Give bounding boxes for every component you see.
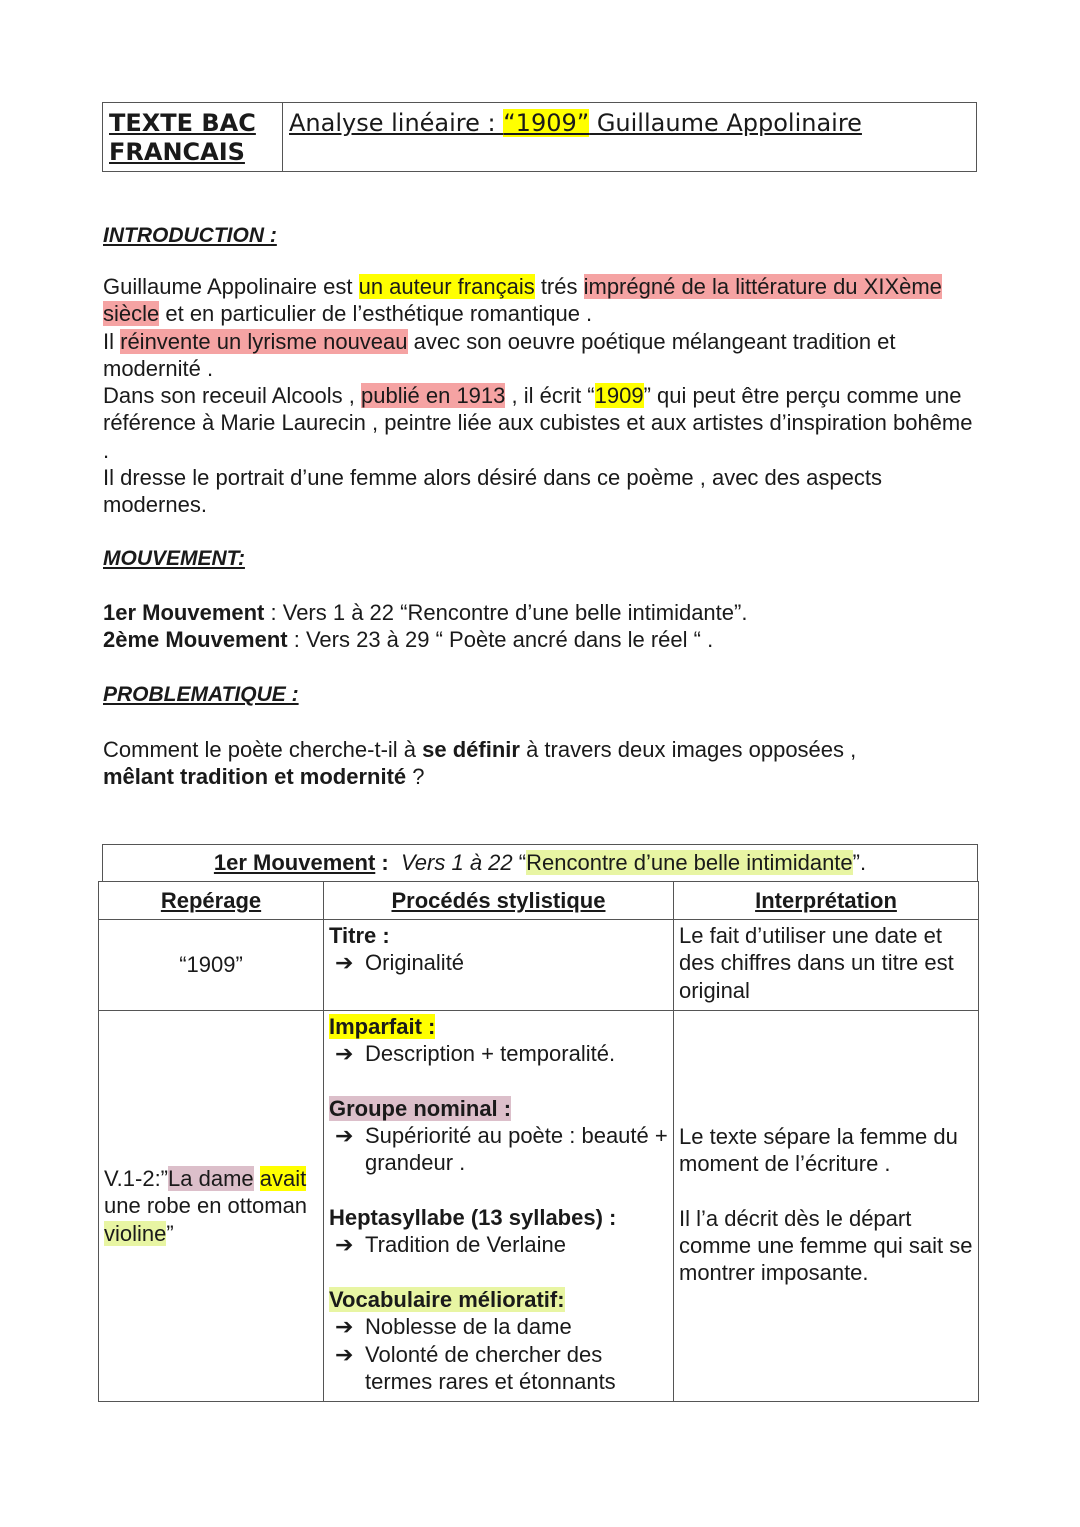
arrow-right-icon: ➔ [335, 1041, 354, 1067]
mouvement-text: : Vers 23 à 29 “ Poète ancré dans le réel “ . [287, 627, 714, 653]
mouvement-text: : Vers 1 à 22 “Rencontre d’une belle intimidante”. [264, 600, 748, 625]
column-header: Repérage [99, 882, 324, 920]
highlight: La dame [168, 1166, 254, 1192]
item-text: Originalité [365, 950, 465, 976]
mouvement-list [103, 599, 983, 654]
arrow-right-icon: ➔ [335, 950, 354, 976]
list-item [329, 1122, 668, 1177]
header-table [102, 102, 977, 172]
table-title-label: 1er Mouvement [213, 850, 376, 875]
quote: “ [512, 850, 527, 875]
reperage-cell: “1909” [99, 920, 324, 1011]
mouvement-label: 2ème Mouvement [103, 627, 288, 653]
column-header: Procédés stylistique [324, 882, 674, 920]
table-title [102, 844, 978, 882]
problematique-heading: PROBLEMATIQUE : [103, 683, 299, 706]
procedes-cell [324, 920, 674, 1011]
header-left-line: TEXTE BAC [109, 109, 256, 137]
item-text: Noblesse de la dame [365, 1314, 572, 1340]
highlight: réinvente un lyrisme nouveau [120, 328, 408, 354]
column-header: Interprétation [674, 882, 979, 920]
title-prefix: Analyse linéaire : [289, 109, 504, 137]
highlight: publié en 1913 [361, 383, 506, 409]
list-item [329, 1313, 668, 1340]
text: à travers deux images opposées , [519, 737, 857, 762]
document-title [283, 103, 868, 171]
analysis-table [98, 881, 979, 1402]
text: trés [534, 274, 584, 299]
arrow-right-icon: ➔ [335, 1341, 354, 1367]
bold-text: mêlant tradition et modernité [103, 764, 407, 790]
quote: ”. [852, 850, 867, 875]
text: ” qui peut être perçu comme une référence à Marie Laurecin , peintre liée aux cubistes et aux artistes d’inspiration bohême . [103, 383, 973, 463]
bold-text: se définir [422, 737, 520, 762]
text: ? [406, 764, 425, 790]
title-suffix: Guillaume Appolinaire [589, 109, 862, 137]
arrow-right-icon: ➔ [335, 1232, 354, 1258]
text: Comment le poète cherche-t-il à [103, 737, 423, 762]
table-row [99, 920, 979, 1011]
highlight: un auteur français [358, 274, 535, 299]
procede-title: Imparfait : [329, 1014, 436, 1039]
interpretation-cell: Le fait d’utiliser une date et des chiffres dans un titre est original [674, 920, 979, 1011]
text: avec son oeuvre poétique mélangeant tradition et modernité . [103, 328, 896, 381]
title-quote: “1909” [503, 109, 590, 137]
list-item [329, 1341, 668, 1396]
highlight: 1909 [594, 383, 644, 409]
highlight: avait [259, 1166, 307, 1192]
item-text: Tradition de Verlaine [365, 1232, 566, 1258]
procedes-cell [324, 1011, 674, 1402]
procede-title: Heptasyllabe (13 syllabes) : [329, 1205, 617, 1231]
colon: : [375, 850, 401, 875]
text: et en particulier de l’esthétique romantique . [159, 301, 593, 327]
text: Il dresse le portrait d’une femme alors désiré dans ce poème , avec des aspects modernes. [103, 465, 882, 518]
problematique-text [103, 736, 923, 791]
highlight: imprégné de la littérature du XIXème siècle [103, 274, 942, 327]
highlight: Rencontre d’une belle intimidante [526, 850, 853, 875]
list-item [329, 1040, 668, 1067]
interpretation-cell [674, 1011, 979, 1402]
item-text: Volonté de chercher des termes rares et étonnants [365, 1341, 616, 1394]
arrow-right-icon: ➔ [335, 1123, 354, 1149]
text: ” [166, 1220, 174, 1246]
header-left-line: FRANCAIS [109, 138, 245, 166]
text: , il écrit “ [505, 383, 595, 409]
mouvement-label: 1er Mouvement [103, 600, 265, 625]
intro-text [103, 273, 983, 519]
text: Dans son receuil Alcools , [103, 383, 362, 409]
intro-heading: INTRODUCTION : [103, 224, 277, 247]
list-item [329, 1231, 668, 1258]
table-header-row [99, 882, 979, 920]
item-text: Supériorité au poète : beauté + grandeur . [365, 1123, 668, 1176]
mouvement-heading: MOUVEMENT: [103, 547, 245, 570]
interpretation-text: Il l’a décrit dès le départ comme une femme qui sait se montrer imposante. [679, 1205, 973, 1286]
reperage-cell [99, 1011, 324, 1402]
list-item [329, 949, 668, 976]
text [254, 1166, 260, 1191]
arrow-right-icon: ➔ [335, 1314, 354, 1340]
procede-title: Groupe nominal : [329, 1095, 512, 1121]
item-text: Description + temporalité. [365, 1041, 616, 1067]
interpretation-text: Le texte sépare la femme du moment de l’écriture . [679, 1124, 958, 1177]
text: une robe en ottoman [104, 1193, 308, 1219]
vers-range: Vers 1 à 22 [400, 850, 513, 875]
text: Il [103, 328, 121, 354]
text: Guillaume Appolinaire est [103, 274, 359, 299]
header-left-cell [103, 103, 283, 171]
highlight: violine [104, 1220, 167, 1246]
procede-title: Vocabulaire mélioratif: [329, 1286, 565, 1312]
procede-title: Titre : [329, 923, 390, 948]
table-row [99, 1011, 979, 1402]
text: V.1-2:” [104, 1166, 169, 1192]
